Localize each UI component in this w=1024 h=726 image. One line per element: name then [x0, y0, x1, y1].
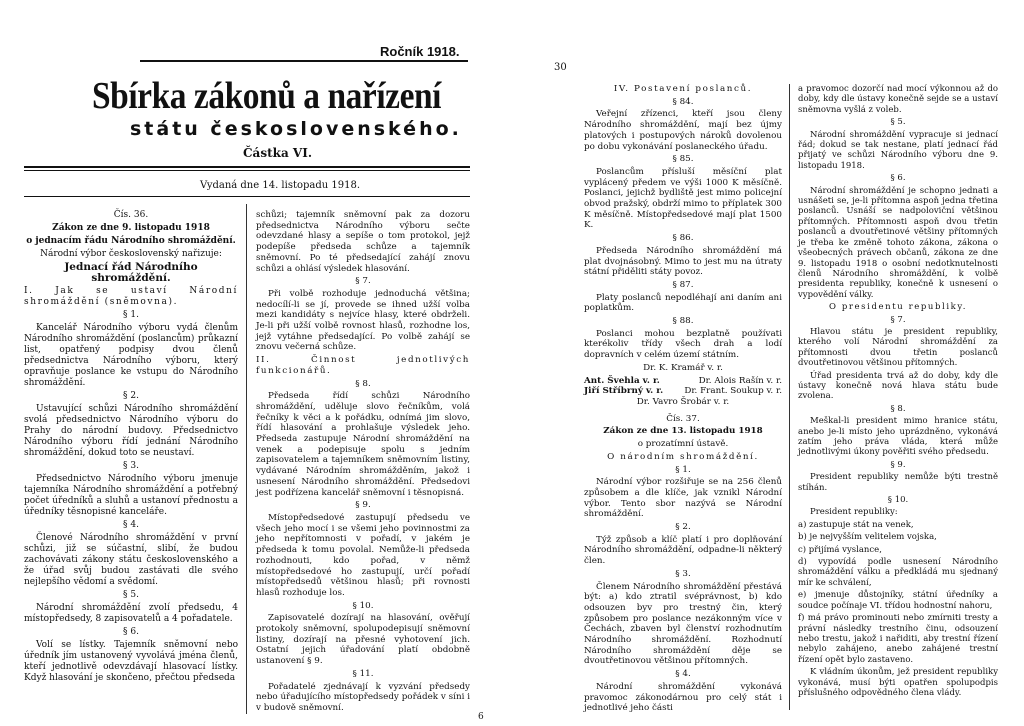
paragraph-text: Týž způsob a klíč platí i pro doplňování Národního shromáždění, odpadne-li některý člen. — [584, 534, 782, 567]
paragraph-text: Členem Národního shromáždění přestává být: a) kdo ztratil svéprávnost, b) kdo odsouzen byv pro trestný čin, který způsobem pro poslance nezákonným více v Čechách, zbaven byl členství rozhodnutím Národního shromáždění. Rozhodnutí Národního shromáždění děje se dvoutřetinovou většinou přítomných. — [584, 581, 782, 667]
part-number: Částka VI. — [243, 146, 312, 160]
paragraph-mark: § 1. — [675, 464, 691, 475]
signature: Ant. Švehla v. r. — [584, 375, 660, 386]
right-page — [512, 0, 1024, 726]
paragraph-text: Národní shromáždění vykonává pravomoc zákonodárnou pro celý stát i jednotlivé jeho části — [584, 681, 782, 714]
signature: Dr. K. Kramář v. r. — [643, 362, 723, 373]
paragraph-text: a pravomoc dozorčí nad mocí výkonnou až do doby, kdy dle ústavy konečně sejde se a ustaví sněmovna vyšlá z voleb. — [798, 84, 998, 115]
law-title: Zákon ze dne 13. listopadu 1918 — [603, 426, 763, 437]
paragraph-mark: § 2. — [123, 391, 139, 401]
paragraph-mark: § 85. — [672, 154, 694, 165]
paragraph-text: Předseda řídí schůzi Národního shromáždění, uděluje slovo řečníkům, volá řečníky k věci a k pořádku, odnímá jim slovo, řídí hlasování a prohlašuje výsledek jeho. Předseda zastupuje Národní shromáždění na venek a podepisuje spolu s jedním zapisovatelem a tajemníkem sněmovním listiny, vydávané Národním shromážděním, jakož i usnesení Národního shromáždění. Předsedovi jest podřízena kancelář sněmovní i těsnopisná. — [256, 391, 470, 498]
paragraph-mark: § 87. — [672, 279, 694, 290]
collection-subtitle: státu československého. — [130, 118, 462, 140]
paragraph-mark: § 4. — [123, 520, 139, 530]
paragraph-mark: § 10. — [887, 495, 909, 506]
column-divider-left — [246, 204, 247, 714]
paragraph-text: Národní shromáždění je schopno jednati a usnášeti se, je-li přítomna aspoň jedna třetina poslanců. Usnáší se nadpoloviční většinou přítomných. Přítomnosti aspoň dvou třetin poslanců a dvoutřetinové většiny přítomných je třeba ke změně tohoto zákona, zákona o všeobecných právech občanů, zákona ze dne 9. listopadu 1918 o osobní nedotknutelnosti členů Národního shromáždění, k volbě presidenta republiky, konečně k usnesení o vypovědění války. — [798, 185, 998, 300]
header-rule-2 — [24, 170, 470, 171]
issue-date: Vydaná dne 14. listopadu 1918. — [200, 180, 361, 191]
law-number: Čís. 36. — [113, 210, 149, 220]
paragraph-text: Národní shromáždění vypracuje si jednací řád; dokud se tak nestane, platí jednací řád přijatý ve schůzi Národního výboru dne 9. listopadu 1918. — [798, 129, 998, 171]
left-column-2 — [256, 210, 470, 716]
header-rule-3 — [24, 196, 470, 197]
paragraph-mark: § 6. — [890, 173, 906, 184]
header-rule-1 — [24, 166, 470, 168]
law-subtitle: o prozatímní ústavě. — [637, 439, 729, 450]
section-heading-4: IV. Postavení poslanců. — [613, 84, 753, 94]
paragraph-mark: § 9. — [355, 500, 371, 511]
paragraph-text: President republiky nemůže býti trestně stíhán. — [798, 472, 998, 493]
paragraph-mark: § 10. — [352, 600, 374, 611]
paragraph-mark: § 11. — [352, 668, 374, 679]
paragraph-mark: § 6. — [123, 627, 139, 637]
law-title: Zákon ze dne 9. listopadu 1918 — [52, 223, 210, 233]
paragraph-text: President republiky: — [810, 507, 898, 518]
paragraph-text: Členové Národního shromáždění v první schůzi, již se súčastní, slibí, že budou zachovávati zákony státu československého a že úřad svůj budou zastávati dle svého nejlepšího vědomí a svědomí. — [24, 533, 238, 587]
paragraph-mark: § 88. — [672, 316, 694, 327]
left-column-1 — [24, 210, 238, 686]
column-divider-right — [789, 84, 790, 710]
right-column-1 — [584, 84, 782, 716]
paragraph-mark: § 9. — [890, 459, 906, 470]
paragraph-mark: § 86. — [672, 233, 694, 244]
section-heading: O národním shromáždění. — [607, 451, 759, 462]
law-subtitle: o jednacím řádu Národního shromáždění. — [26, 236, 236, 246]
paragraph-text: Předsednictvo Národního výboru jmenuje tajemníka Národního shromáždění a potřebný počet úředníků a sluhů a ustanoví přednostu a úředníky těsnopisné kanceláře. — [24, 474, 238, 517]
paragraph-text: Meškal-li president mimo hranice státu, anebo je-li místo jeho uprázdněno, vykonává zatím jeho práva vláda, která může jednotlivými úkony pověřiti svého předsedu. — [798, 416, 998, 458]
paragraph-text: Poslancům přísluší měsíční plat vyplácený předem ve výši 1000 K měsíčně. Poslanci, jejichž bydliště jest mimo policejní obvod pražský, obdrží mimo to příplatek 300 K měsíčně. Místopředsedové mají plat 1500 K. — [584, 166, 782, 231]
law-intro: Národní výbor československý nařizuje: — [40, 249, 222, 259]
signature-row — [584, 376, 782, 387]
paragraph-mark: § 7. — [890, 314, 906, 325]
header-rule-top — [140, 60, 468, 62]
page-number-right: 30 — [554, 62, 567, 73]
paragraph-mark: § 7. — [355, 276, 371, 287]
list-item: f) má právo prominouti nebo zmírniti tresty a právní následky trestního činu, odsouzení nebo trestu, jakož i nařiditi, aby trestní řízení nebylo zahájeno, anebo zahájené trestní řízení opět bylo zastaveno. — [798, 613, 998, 665]
paragraph-mark: § 1. — [123, 310, 139, 320]
signature-row — [584, 386, 782, 397]
signature: Dr. Alois Rašín v. r. — [698, 375, 782, 386]
law-number: Čís. 37. — [666, 413, 700, 424]
volume-year: Ročník 1918. — [380, 44, 460, 59]
paragraph-mark: § 5. — [890, 117, 906, 128]
section-heading-1: I. Jak se ustaví Národní shromáždění (sněmovna). — [24, 286, 238, 307]
paragraph-text: Ustavující schůzi Národního shromáždění svolá předsednictvo Národního výboru do Prahy do národní budovy. Předsednictvo Národního výboru řídí jednání Národního shromáždění, dokud toto se neustaví. — [24, 404, 238, 458]
paragraph-text: Platy poslanců nepodléhají ani daním ani poplatkům. — [584, 292, 782, 314]
rules-heading: Jednací řád Národního shromáždění. — [64, 261, 198, 284]
page-number-left: 6 — [478, 712, 484, 722]
section-heading-2: II. Činnost jednotlivých funkcionářů. — [256, 355, 470, 376]
right-column-2 — [798, 84, 998, 700]
paragraph-text: Veřejní zřízenci, kteří jsou členy Národního shromáždění, mají bez újmy platových i postupových nároků dovolenou po dobu vykonávání poslaneckého úřadu. — [584, 109, 782, 152]
signature: Jiří Stříbrný v. r. — [584, 386, 664, 397]
paragraph-mark: § 2. — [675, 522, 691, 533]
list-item: c) přijímá vyslance, — [798, 544, 882, 555]
paragraph-text: Při volbě rozhoduje jednoduchá většina; nedocílí-li se jí, provede se ihned užší volba mezi kandidáty s nejvíce hlasy, které obdrželi. Je-li při užší volbě rovnost hlasů, rozhodne los, jejž vytáhne předsedající. Po volbě zahájí se znovu večerná schůze. — [256, 288, 470, 353]
list-item: d) vypovídá podle usnesení Národního shromáždění válku a předkládá mu sjednaný mír ke schválení, — [798, 557, 998, 588]
section-heading: O presidentu republiky. — [828, 302, 968, 313]
paragraph-text: K vládním úkonům, jež president republiky vykonává, musí býti opatřen spolupodpis příslušného odpovědného člena vlády. — [798, 667, 998, 698]
paragraph-text: Zapisovatelé dozírají na hlasování, ověřují protokoly sněmovní, spolupodepisují sněmovní listiny, dozírají na přesné vyhotovení jich. Ostatní jejich úřadování platí obdobně ustanovení § 9. — [256, 613, 470, 667]
paragraph-text: Místopředsedové zastupují předsedu ve všech jeho mocí i se všemi jeho povinnostmi za jeho nepřítomnosti v pořadí, v jakém je předseda k tomu povolal. Nemůže-li předseda rozhodnouti, kdo pořad, v němž místopředsedové ho zastupují, určí pořadí místopředsedů většinou hlasů; při rovnosti hlasů rozhoduje los. — [256, 512, 470, 598]
list-item: e) jmenuje důstojníky, státní úředníky a soudce počínaje VI. třídou hodnostní nahoru, — [798, 590, 998, 611]
paragraph-mark: § 4. — [675, 669, 691, 680]
paragraph-text: Volí se lístky. Tajemník sněmovní nebo úředník jím ustanovený vyvolává jména členů, kteří jednotlivě odevzdávají hlasovací lístky. Když hlasování je skončeno, přečtou předseda — [24, 640, 238, 683]
signature: Dr. Vavro Šrobár v. r. — [636, 396, 730, 407]
list-item: b) je nejvyšším velitelem vojska, — [798, 532, 937, 543]
paragraph-mark: § 84. — [672, 96, 694, 107]
paragraph-text: schůzi; tajemník sněmovní pak za dozoru předsednictva Národního výboru sečte odevzdané hlasy a sepíše o tom protokol, jejž podepíše předseda schůze a tajemník sněmovní. Po té předsedající zahájí znovu schůzi a ohlásí výsledek hlasování. — [256, 210, 470, 274]
paragraph-text: Kancelář Národního výboru vydá členům Národního shromáždění (poslancům) průkazní list, opatřený podpisy dvou členů předsednictva Národního výboru, který opravňuje poslance ke vstupu do Národního shromáždění. — [24, 323, 238, 388]
collection-title: Sbírka zákonů a nařízení — [92, 75, 441, 117]
paragraph-mark: § 5. — [123, 590, 139, 600]
signature: Dr. Frant. Soukup v. r. — [684, 386, 782, 397]
paragraph-text: Předseda Národního shromáždění má plat dvojnásobný. Mimo to jest mu na útraty státní přiděliti státy povoz. — [584, 245, 782, 278]
paragraph-text: Poslanci mohou bezplatně používati kterékoliv třídy všech drah a lodí dopravních v celém území státním. — [584, 328, 782, 361]
paragraph-mark: § 8. — [890, 403, 906, 414]
paragraph-text: Národní shromáždění zvolí předsedu, 4 místopředsedy, 8 zapisovatelů a 4 pořadatele. — [24, 603, 238, 624]
paragraph-mark: § 3. — [123, 461, 139, 471]
paragraph-mark: § 8. — [355, 378, 371, 389]
paragraph-mark: § 3. — [675, 568, 691, 579]
paragraph-text: Hlavou státu je president republiky, kterého volí Národní shromáždění za přítomnosti dvou třetin poslanců dvoutřetinovou většinou přítomných. — [798, 326, 998, 369]
paragraph-text: Pořadatelé zjednávají k vyzvání předsedy nebo úřadujícího místopředsedy pořádek v síni i v budově sněmovní. — [256, 681, 470, 713]
paragraph-text: Úřad presidenta trvá až do doby, kdy dle ústavy konečně nová hlava státu bude zvolena. — [798, 370, 998, 402]
list-item: a) zastupuje stát na venek, — [798, 519, 914, 530]
paragraph-text: Národní výbor rozšiřuje se na 256 členů způsobem a dle klíče, jak vznikl Národní výbor. Tento sbor nazývá se Národní shromáždění. — [584, 477, 782, 520]
